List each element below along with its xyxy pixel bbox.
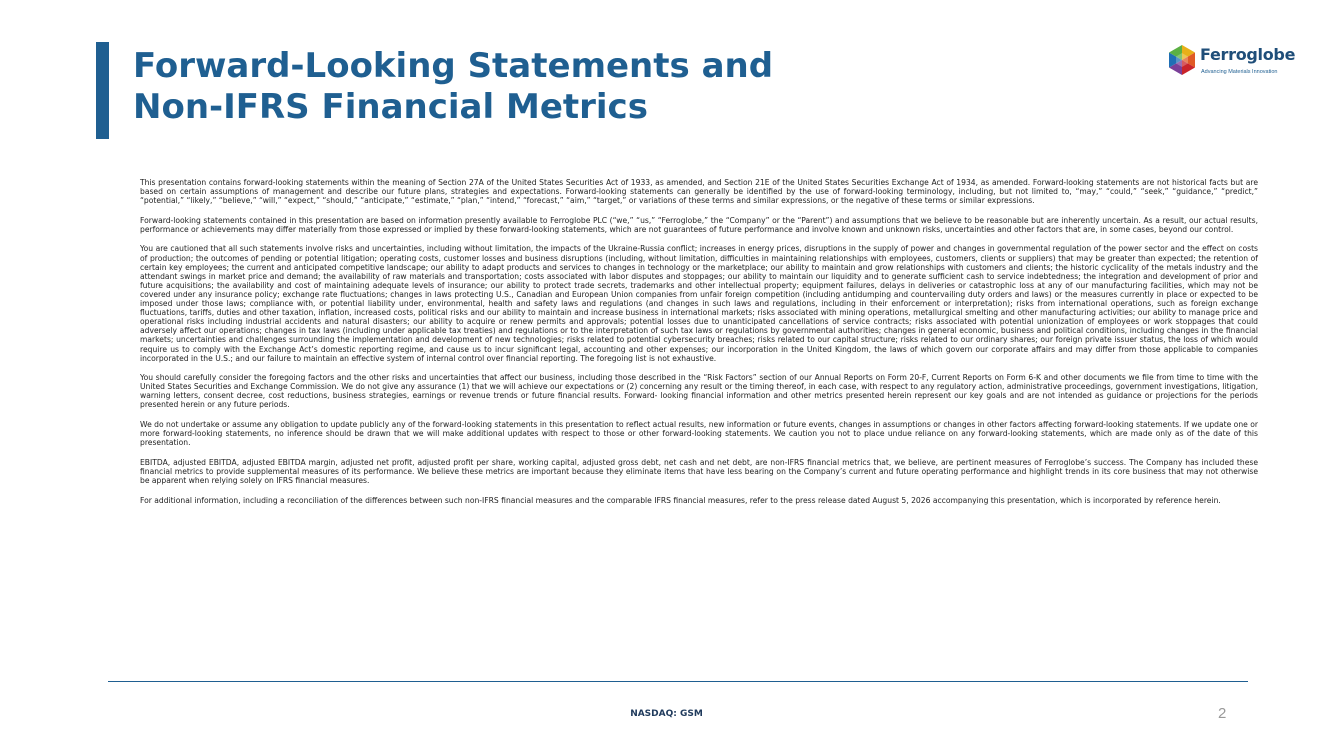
page-number: 2 bbox=[1218, 705, 1227, 722]
disclaimer-paragraph-2: Forward-looking statements contained in this presentation are based on information presently available to Ferroglobe PLC (“we,” “us,” “Ferroglobe,” the “Company” or the “Parent”) and assumptions that we believe to be reasonable but are inherently uncertain. As a result, our actual results, performance or achievements may differ materially from those expressed or implied by these forward-looking statements, which are not guarantees of future performance and involve known and unknown risks, uncertainties and other factors that are, in some cases, beyond our control. bbox=[140, 215, 1258, 234]
page-title bbox=[133, 46, 1033, 128]
multicolor-hexagon-logo-icon bbox=[1166, 44, 1198, 76]
logo-wordmark: Ferroglobe bbox=[1200, 45, 1296, 64]
disclaimer-paragraph-4: You should carefully consider the foregoing factors and the other risks and uncertainties that affect our business, including those described in the “Risk Factors” section of our Annual Reports on Form 20-F, Current Reports on Form 6-K and other documents we file from time to time with the United States Securities and Exchange Commission. We do not give any assurance (1) that we will achieve our expectations or (2) concerning any result or the timing thereof, in each case, with respect to any regulatory action, administrative proceedings, government investigations, litigation, warning letters, consent decree, cost reductions, business strategies, earnings or revenue trends or future financial results. Forward- looking financial information and other metrics presented herein represent our key goals and are not intended as guidance or projections for the periods presented herein or any future periods. bbox=[140, 373, 1258, 410]
page-title-line-1: Forward-Looking Statements and bbox=[133, 46, 774, 86]
ferroglobe-logo bbox=[1166, 44, 1296, 78]
disclaimer-paragraph-7: For additional information, including a reconciliation of the differences between such non-IFRS financial measures and the comparable IFRS financial measures, refer to the press release dated August 5, 2026 accompanying this presentation, which is incorporated by reference herein. bbox=[140, 495, 1221, 505]
title-accent-bar bbox=[96, 42, 109, 139]
disclaimer-paragraph-3: You are cautioned that all such statements involve risks and uncertainties, including without limitation, the impacts of the Ukraine-Russia conflict; increases in energy prices, disruptions in the supply of power and changes in governmental regulation of the power sector and the effect on costs of production; the outcomes of pending or potential litigation; operating costs, customer losses and business disruptions (including, without limitation, difficulties in maintaining relationships with employees, customers, clients or suppliers) that may be greater than expected; the retention of certain key employees; the current and anticipated competitive landscape; our ability to adapt products and services to changes in technology or the marketplace; our ability to maintain and grow relationships with customers and clients; the historic cyclicality of the metals industry and the attendant swings in market price and demand; the availability of raw materials and transportation; costs associated with labor disputes and stoppages; our ability to maintain our liquidity and to generate sufficient cash to service indebtedness; the integration and development of prior and future acquisitions; the availability and cost of maintaining adequate levels of insurance; our ability to protect trade secrets, trademarks and other intellectual property; equipment failures, delays in deliveries or catastrophic loss at any of our manufacturing facilities, which may not be covered under any insurance policy; exchange rate fluctuations; changes in laws protecting U.S., Canadian and European Union companies from unfair foreign competition (including antidumping and countervailing duty orders and laws) or the measures currently in place or expected to be imposed under those laws; compliance with, or potential liability under, environmental, health and safety laws and regulations (and changes in such laws and regulations, including in their enforcement or interpretation); risks from international operations, such as foreign exchange fluctuations, tariffs, duties and other taxation, inflation, increased costs, political risks and our ability to maintain and increase business in international markets; risks associated with mining operations, metallurgical smelting and other manufacturing activities; our ability to manage price and operational risks including industrial accidents and natural disasters; our ability to acquire or renew permits and approvals; potential losses due to unanticipated cancellations of service contracts; risks associated with potential unionization of employees or work stoppages that could adversely affect our operations; changes in tax laws (including under applicable tax treaties) and regulations or to the interpretation of such tax laws or regulations by governmental authorities; changes in general economic, business and political conditions, including changes in the financial markets; uncertainties and challenges surrounding the implementation and development of new technologies; risks related to potential cybersecurity breaches; risks related to our capital structure; risks related to our ordinary shares; our foreign private issuer status, the loss of which would require us to comply with the Exchange Act’s domestic reporting regime, and cause us to incur significant legal, accounting and other expenses; our incorporation in the United Kingdom, the laws of which govern our corporate affairs and may differ from those applicable to companies incorporated in the U.S.; and our failure to maintain an effective system of internal control over financial reporting. The foregoing list is not exhaustive. bbox=[140, 244, 1258, 363]
disclaimer-body bbox=[140, 178, 1258, 515]
disclaimer-paragraph-5: We do not undertake or assume any obligation to update publicly any of the forward-looking statements in this presentation to reflect actual results, new information or future events, changes in assumptions or changes in other factors affecting forward-looking statements. If we update one or more forward-looking statements, no inference should be drawn that we will make additional updates with respect to those or other forward-looking statements. We caution you not to place undue reliance on any forward-looking statements, which are made only as of the date of this presentation. bbox=[140, 420, 1258, 448]
logo-tagline: Advancing Materials Innovation bbox=[1201, 69, 1278, 75]
footer-divider bbox=[108, 681, 1248, 682]
disclaimer-paragraph-6: EBITDA, adjusted EBITDA, adjusted EBITDA margin, adjusted net profit, adjusted profit per share, working capital, adjusted gross debt, net cash and net debt, are non-IFRS financial metrics that, we believe, are pertinent measures of Ferroglobe’s success. The Company has included these financial metrics to provide supplemental measures of its performance. We believe these metrics are important because they eliminate items that have less bearing on the Company’s current and future operating performance and highlight trends in its core business that may not otherwise be apparent when relying solely on IFRS financial measures. bbox=[140, 457, 1258, 486]
footer-ticker: NASDAQ: GSM bbox=[630, 709, 703, 719]
disclaimer-paragraph-1: This presentation contains forward-looking statements within the meaning of Section 27A of the United States Securities Act of 1933, as amended, and Section 21E of the United States Securities Exchange Act of 1934, as amended. Forward-looking statements are not historical facts but are based on certain assumptions of management and describe our future plans, strategies and expectations. Forward-looking statements can generally be identified by the use of forward-looking terminology, including, but not limited to, “may,” “could,” “seek,” “guidance,” “predict,” “potential,” “likely,” “believe,” “will,” “expect,” “should,” “anticipate,” “estimate,” “plan,” “intend,” “forecast,” “aim,” “target,” or variations of these terms and similar expressions, or the negative of these terms or similar expressions. bbox=[140, 178, 1258, 206]
page-title-line-2: Non-IFRS Financial Metrics bbox=[133, 87, 648, 127]
